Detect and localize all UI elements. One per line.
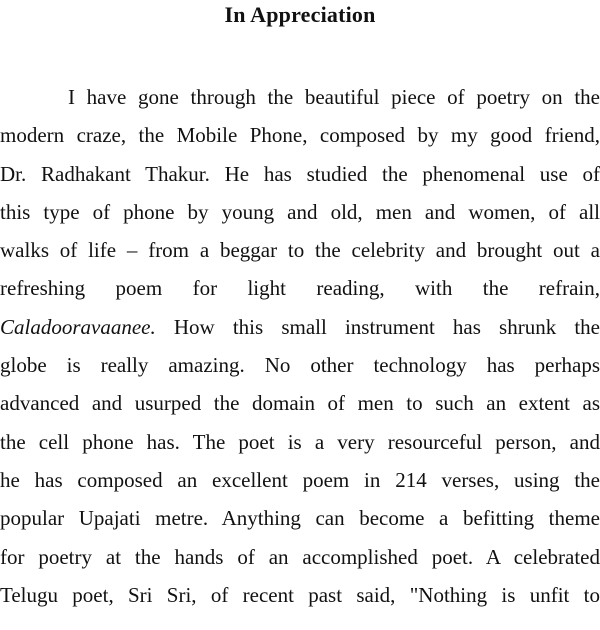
text-line-8: globe is really amazing. No other technology has perhaps	[0, 353, 600, 378]
page-title: In Appreciation	[224, 2, 376, 27]
text-line-2: modern craze, the Mobile Phone, composed by my good friend,	[0, 123, 600, 148]
text-line-1: I have gone through the beautiful piece of poetry on the	[68, 85, 600, 109]
text-line-7-rest: How this small instrument has shrunk the	[173, 314, 600, 339]
text-line-11: he has composed an excellent poem in 214 verses, using the	[0, 467, 600, 492]
text-line-7	[0, 308, 600, 346]
refrain-word: Caladooravaanee.	[0, 314, 156, 339]
text-line-10: the cell phone has. The poet is a very resourceful person, and	[0, 429, 600, 454]
text-line-6: refreshing poem for light reading, with the refrain,	[0, 276, 600, 301]
text-line-5: walks of life – from a beggar to the celebrity and brought out a	[0, 238, 600, 263]
text-line-12: popular Upajati metre. Anything can become a befitting theme	[0, 506, 600, 531]
text-line-4: this type of phone by young and old, men and women, of all	[0, 199, 600, 224]
text-line-14: Telugu poet, Sri Sri, of recent past said, "Nothing is unfit to	[0, 582, 600, 607]
text-line-9: advanced and usurped the domain of men to such an extent as	[0, 391, 600, 416]
text-line-3: Dr. Radhakant Thakur. He has studied the phenomenal use of	[0, 161, 600, 186]
body-paragraph	[0, 78, 600, 614]
text-line-13: for poetry at the hands of an accomplished poet. A celebrated	[0, 544, 600, 569]
